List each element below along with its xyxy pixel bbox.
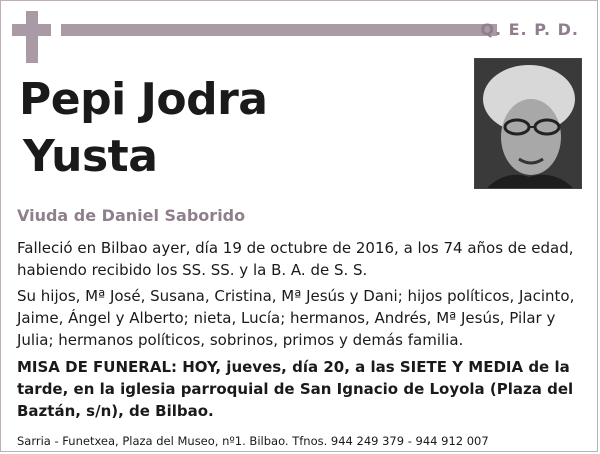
header-rule: [61, 24, 497, 36]
cross-icon: [26, 11, 38, 63]
name-line-1: Pepi Jodra: [19, 74, 268, 125]
widow-subtitle: Viuda de Daniel Saborido: [17, 206, 246, 225]
death-notice-paragraph: Falleció en Bilbao ayer, día 19 de octubre de 2016, a los 74 años de edad, habiendo recibido los SS. SS. y la B. A. de S. S.: [17, 239, 574, 279]
qepd-label: Q. E. P. D.: [480, 20, 579, 39]
family-paragraph: Su hijos, Mª José, Susana, Cristina, Mª Jesús y Dani; hijos políticos, Jacinto, Jaime, Ángel y Alberto; nieta, Lucía; hermanos, Andrés, Mª Jesús, Pilar y Julia; hermanos políticos, sobrinos, primos y demás familia.: [17, 287, 575, 349]
cross-icon-bar: [12, 24, 51, 36]
portrait-image: [475, 59, 582, 189]
funeral-home-footer: Sarria - Funetxea, Plaza del Museo, nº1. Bilbao. Tfnos. 944 249 379 - 944 912 007: [17, 434, 489, 448]
portrait-photo: [474, 58, 582, 189]
name-line-2: Yusta: [23, 131, 158, 182]
funeral-mass-paragraph: MISA DE FUNERAL: HOY, jueves, día 20, a las SIETE Y MEDIA de la tarde, en la iglesia parroquial de San Ignacio de Loyola (Plaza del Baztán, s/n), de Bilbao.: [17, 358, 574, 420]
deceased-name: [19, 71, 267, 185]
